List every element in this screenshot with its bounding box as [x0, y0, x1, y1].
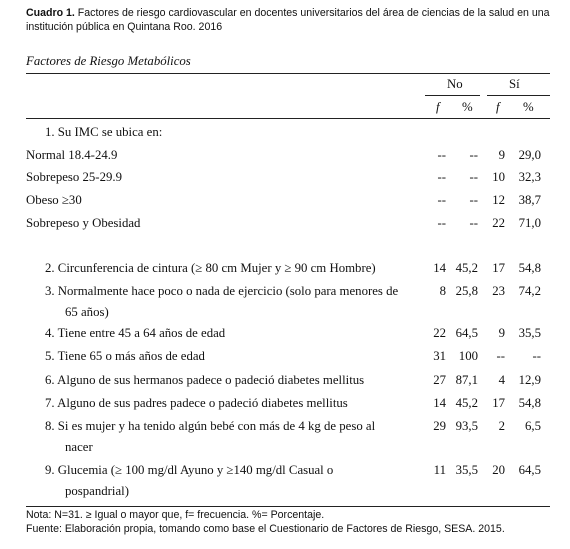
cell-f-no: --	[437, 216, 446, 230]
cell-f-si: 10	[492, 170, 505, 184]
row-label: Obeso ≥30	[26, 193, 82, 207]
cell-p-si: 54,8	[518, 396, 541, 410]
cell-p-no: 100	[458, 349, 478, 363]
row-label: 3. Normalmente hace poco o nada de ejercicio (solo para menores de	[45, 284, 399, 298]
cell-f-no: 27	[433, 373, 446, 387]
cell-f-si: 20	[492, 463, 505, 477]
row-label: Sobrepeso 25-29.9	[26, 170, 122, 184]
cell-p-no: --	[469, 193, 478, 207]
cell-f-si: 4	[498, 373, 505, 387]
cell-p-si: 6,5	[525, 419, 541, 433]
cell-p-si: 71,0	[518, 216, 541, 230]
row-label: 2. Circunferencia de cintura (≥ 80 cm Mujer y ≥ 90 cm Hombre)	[45, 261, 376, 275]
cell-f-si: 17	[492, 396, 505, 410]
cell-f-si: 12	[492, 193, 505, 207]
cell-f-si: --	[496, 349, 505, 363]
cell-f-si: 9	[498, 326, 505, 340]
cell-p-no: --	[469, 148, 478, 162]
row-label: 8. Si es mujer y ha tenido algún bebé con más de 4 kg de peso al	[45, 419, 376, 433]
cell-p-no: 45,2	[455, 261, 478, 275]
cell-p-no: 87,1	[455, 373, 478, 387]
cell-f-no: --	[437, 170, 446, 184]
row-label-continuation: pospandrial)	[65, 484, 129, 498]
cell-p-si: 74,2	[518, 284, 541, 298]
cell-f-no: --	[437, 193, 446, 207]
row-label: 9. Glucemia (≥ 100 mg/dl Ayuno y ≥140 mg/dl Casual o	[45, 463, 334, 477]
cell-p-no: --	[469, 216, 478, 230]
header-pct-no: %	[462, 100, 473, 114]
cell-f-si: 9	[498, 148, 505, 162]
row-label: 4. Tiene entre 45 a 64 años de edad	[45, 326, 226, 340]
cell-p-si: 64,5	[518, 463, 541, 477]
header-no: No	[447, 77, 463, 91]
header-f-si: f	[496, 100, 500, 114]
header-pct-si: %	[523, 100, 534, 114]
table-note: Nota: N=31. ≥ Igual o mayor que, f= frecuencia. %= Porcentaje.	[26, 509, 325, 521]
cell-f-no: 31	[433, 349, 446, 363]
row-label: Sobrepeso y Obesidad	[26, 216, 141, 230]
table-source: Fuente: Elaboración propia, tomando como base el Cuestionario de Factores de Riesgo, SESA. 2015.	[26, 523, 505, 535]
cell-f-no: --	[437, 148, 446, 162]
cell-p-no: 93,5	[455, 419, 478, 433]
cell-f-no: 14	[433, 261, 446, 275]
cell-p-no: 45,2	[455, 396, 478, 410]
cell-p-si: 54,8	[518, 261, 541, 275]
cell-f-no: 8	[439, 284, 446, 298]
cell-f-no: 11	[433, 463, 446, 477]
bottom-rule	[26, 506, 550, 507]
row-label-continuation: 65 años)	[65, 305, 109, 319]
table-caption	[26, 6, 556, 34]
cell-f-si: 17	[492, 261, 505, 275]
header-rule	[26, 118, 550, 119]
cell-p-no: 64,5	[455, 326, 478, 340]
cell-p-si: 38,7	[518, 193, 541, 207]
cell-p-no: 25,8	[455, 284, 478, 298]
row-label: 1. Su IMC se ubica en:	[45, 125, 163, 139]
header-underline-si	[487, 95, 550, 96]
row-label: 7. Alguno de sus padres padece o padeció diabetes mellitus	[45, 396, 348, 410]
cell-p-no: 35,5	[455, 463, 478, 477]
cell-f-si: 23	[492, 284, 505, 298]
caption-text: Factores de riesgo cardiovascular en docentes universitarios del área de ciencias de la salud en una institución pública en Quintana Roo. 2016	[26, 7, 550, 33]
cell-f-no: 14	[433, 396, 446, 410]
cell-p-si: 12,9	[518, 373, 541, 387]
cell-p-si: 35,5	[518, 326, 541, 340]
cell-f-no: 29	[433, 419, 446, 433]
cell-p-si: 29,0	[518, 148, 541, 162]
top-rule	[26, 73, 550, 74]
caption-label: Cuadro 1.	[26, 7, 75, 19]
cell-p-no: --	[469, 170, 478, 184]
row-label: Normal 18.4-24.9	[26, 148, 118, 162]
header-f-no: f	[436, 100, 440, 114]
cell-f-no: 22	[433, 326, 446, 340]
row-label-continuation: nacer	[65, 440, 93, 454]
row-label: 6. Alguno de sus hermanos padece o padeció diabetes mellitus	[45, 373, 365, 387]
cell-f-si: 22	[492, 216, 505, 230]
cell-f-si: 2	[498, 419, 505, 433]
cell-p-si: 32,3	[518, 170, 541, 184]
header-si: Sí	[509, 77, 520, 91]
header-underline-no	[425, 95, 480, 96]
row-label: 5. Tiene 65 o más años de edad	[45, 349, 205, 363]
cell-p-si: --	[532, 349, 541, 363]
section-title: Factores de Riesgo Metabólicos	[26, 54, 191, 68]
